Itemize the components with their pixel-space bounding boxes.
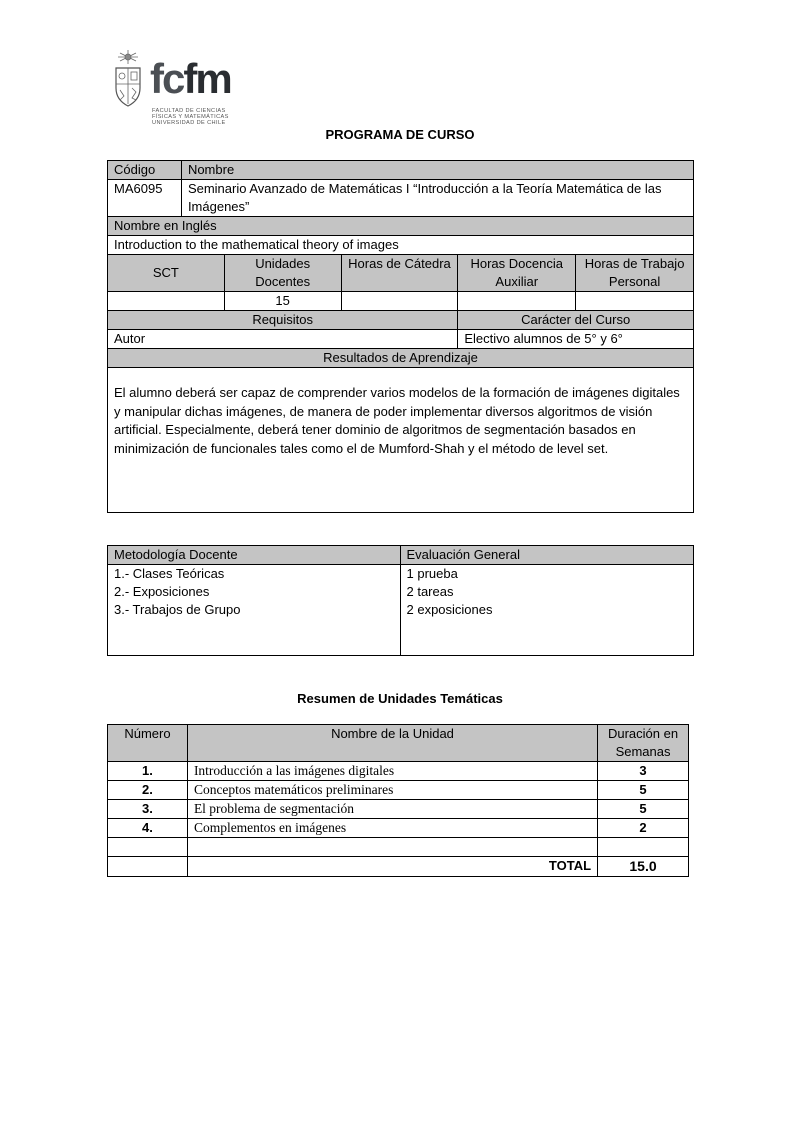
units-summary-table	[107, 724, 689, 877]
evaluation-label: Evaluación General	[400, 546, 694, 565]
cathedra-label: Horas de Cátedra	[341, 255, 458, 292]
sct-label: SCT	[108, 255, 225, 292]
table-row: 2. Conceptos matemáticos preliminares 5	[108, 781, 689, 800]
col-name-header: Nombre de la Unidad	[187, 725, 597, 762]
total-label: TOTAL	[187, 857, 597, 877]
list-item: 2 exposiciones	[406, 602, 493, 617]
faculty-logo	[112, 48, 242, 130]
university-crest-icon	[112, 48, 144, 110]
page-title: PROGRAMA DE CURSO	[325, 127, 475, 142]
aux-label: Horas Docencia Auxiliar	[458, 255, 576, 292]
requisites-label: Requisitos	[108, 311, 458, 330]
list-item: 2.- Exposiciones	[114, 584, 210, 599]
results-label: Resultados de Aprendizaje	[108, 349, 694, 368]
course-info-table	[107, 160, 694, 513]
personal-label: Horas de Trabajo Personal	[576, 255, 694, 292]
table-row: 4. Complementos en imágenes 2	[108, 819, 689, 838]
code-label: Código	[108, 161, 182, 180]
units-label: Unidades Docentes	[224, 255, 341, 292]
total-value: 15.0	[598, 857, 689, 877]
evaluations-list	[400, 565, 694, 656]
units-summary-title: Resumen de Unidades Temáticas	[297, 691, 503, 706]
character-label: Carácter del Curso	[458, 311, 694, 330]
personal-value	[576, 292, 694, 311]
table-row: 3. El problema de segmentación 5	[108, 800, 689, 819]
aux-value	[458, 292, 576, 311]
table-row: 1. Introducción a las imágenes digitales 3	[108, 762, 689, 781]
list-item: 3.- Trabajos de Grupo	[114, 602, 241, 617]
course-code: MA6095	[108, 180, 182, 217]
english-name-label: Nombre en Inglés	[108, 217, 694, 236]
list-item: 1.- Clases Teóricas	[114, 566, 225, 581]
units-value: 15	[224, 292, 341, 311]
english-name: Introduction to the mathematical theory of images	[108, 236, 694, 255]
name-label: Nombre	[181, 161, 693, 180]
col-number-header: Número	[108, 725, 188, 762]
total-row	[108, 857, 689, 877]
faculty-name: FACULTAD DE CIENCIAS FÍSICAS Y MATEMÁTICAS UNIVERSIDAD DE CHILE	[152, 108, 229, 127]
methodology-table	[107, 545, 694, 656]
table-row	[108, 838, 689, 857]
character-value: Electivo alumnos de 5° y 6°	[458, 330, 694, 349]
course-name: Seminario Avanzado de Matemáticas I “Introducción a la Teoría Matemática de las Imágenes”	[181, 180, 693, 217]
requisites-value: Autor	[108, 330, 458, 349]
results-text: El alumno deberá ser capaz de comprender varios modelos de la formación de imágenes digitales y manipular dichas imágenes, de manera de poder implementar diversos algoritmos de visión artificial. Especialmente, deberá tener dominio de algoritmos de segmentación basados en minimización de funcionales tales como el de Mumford-Shah y el método de level set.	[108, 368, 694, 513]
col-duration-header: Duración en Semanas	[598, 725, 689, 762]
methods-list	[108, 565, 401, 656]
methodology-label: Metodología Docente	[108, 546, 401, 565]
list-item: 2 tareas	[406, 584, 454, 599]
sct-value	[108, 292, 225, 311]
cathedra-value	[341, 292, 458, 311]
brand-wordmark: fcfm	[150, 55, 231, 102]
list-item: 1 prueba	[406, 566, 458, 581]
